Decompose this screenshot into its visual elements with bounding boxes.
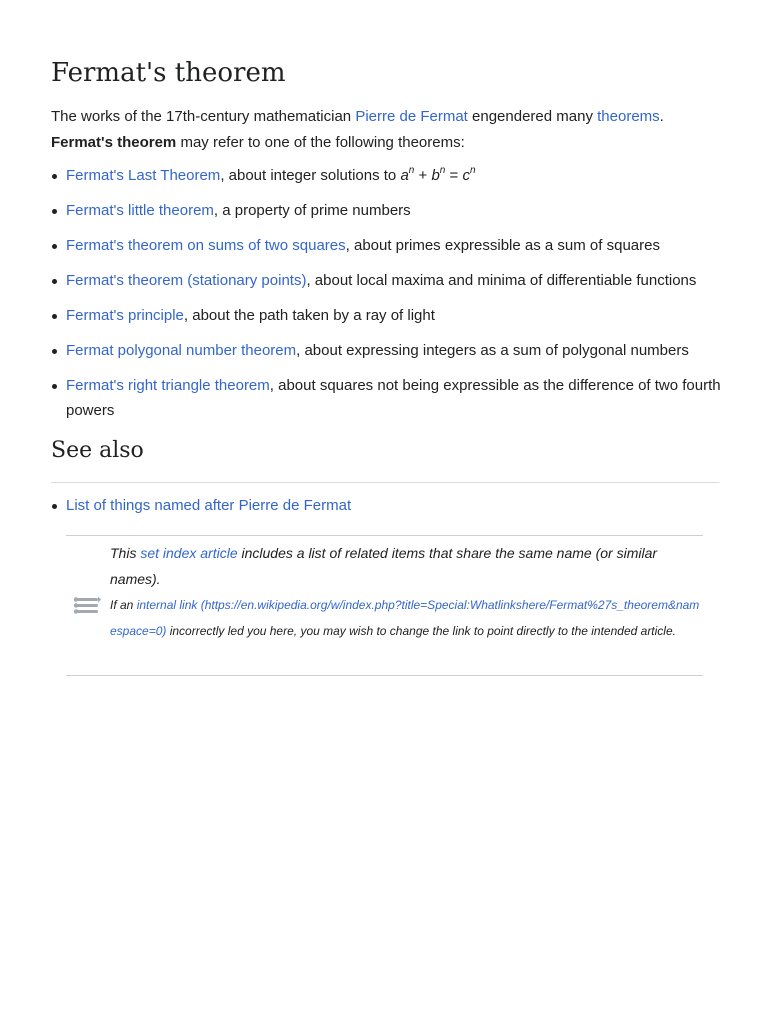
link-stationary-points[interactable]: Fermat's theorem (stationary points): [66, 272, 307, 289]
list-item: [66, 373, 726, 423]
link-set-index-article[interactable]: set index article: [140, 545, 238, 561]
intro-text-prefix: The works of the 17th-century mathematician: [51, 108, 356, 125]
list-item-desc: , about integer solutions to: [220, 167, 401, 184]
link-things-named-after-fermat[interactable]: List of things named after Pierre de Fermat: [66, 497, 352, 514]
link-polygonal-number-theorem[interactable]: Fermat polygonal number theorem: [66, 342, 297, 359]
list-item-desc: , a property of prime numbers: [213, 202, 411, 219]
link-fermats-principle[interactable]: Fermat's principle: [66, 307, 184, 324]
disambiguation-list-icon: [72, 594, 102, 618]
link-sums-of-two-squares[interactable]: Fermat's theorem on sums of two squares: [66, 237, 346, 254]
list-item-desc: , about squares not being expressible as the difference of two fourth powers: [66, 377, 721, 419]
list-item-desc: , about expressing integers as a sum of polygonal numbers: [296, 342, 689, 359]
list-item-desc: , about primes expressible as a sum of squares: [345, 237, 660, 254]
list-item: [66, 233, 726, 258]
link-internal-link[interactable]: internal link (https://en.wikipedia.org/w/index.php?title=Special:Whatlinkshere/Fermat%27s_theorem&namespace=0): [110, 598, 700, 638]
set-index-notice: [66, 535, 703, 676]
list-item: [66, 268, 726, 293]
link-theorems[interactable]: theorems: [597, 108, 660, 125]
intro-bold-term: Fermat's theorem: [51, 134, 177, 151]
intro-line2: may refer to one of the following theorems:: [176, 134, 465, 151]
link-fermats-little-theorem[interactable]: Fermat's little theorem: [66, 202, 214, 219]
list-item: [66, 493, 351, 518]
link-pierre-de-fermat[interactable]: Pierre de Fermat: [355, 108, 468, 125]
link-right-triangle-theorem[interactable]: Fermat's right triangle theorem: [66, 377, 270, 394]
theorem-list: [51, 163, 726, 433]
list-item-desc: , about the path taken by a ray of light: [183, 307, 435, 324]
list-item: [66, 163, 726, 188]
see-also-list: [51, 493, 351, 518]
intro-text-suffix: .: [659, 108, 664, 125]
section-divider: [51, 482, 719, 483]
notice-main-text: This set index article includes a list of related items that share the same name (or similar names).: [110, 545, 658, 587]
notice-small-text: If an internal link (https://en.wikipedia.org/w/index.php?title=Special:Whatlinkshere/Fermat%27s_theorem&namespace=0) incorrectly led you here, you may wish to change the link to point directly to the intended article.: [110, 598, 700, 638]
notice-text: [110, 540, 700, 644]
intro-text-middle: engendered many: [467, 108, 598, 125]
page-title: Fermat's theorem: [51, 58, 286, 88]
list-item-desc: , about local maxima and minima of differentiable functions: [306, 272, 697, 289]
formula: $a^n + b^n = c^n$: [400, 165, 476, 184]
list-item: [66, 338, 726, 363]
list-item: [66, 303, 726, 328]
list-item: [66, 198, 726, 223]
link-fermats-last-theorem[interactable]: Fermat's Last Theorem: [66, 167, 221, 184]
intro-paragraph: [51, 104, 719, 156]
see-also-heading: See also: [51, 438, 144, 463]
